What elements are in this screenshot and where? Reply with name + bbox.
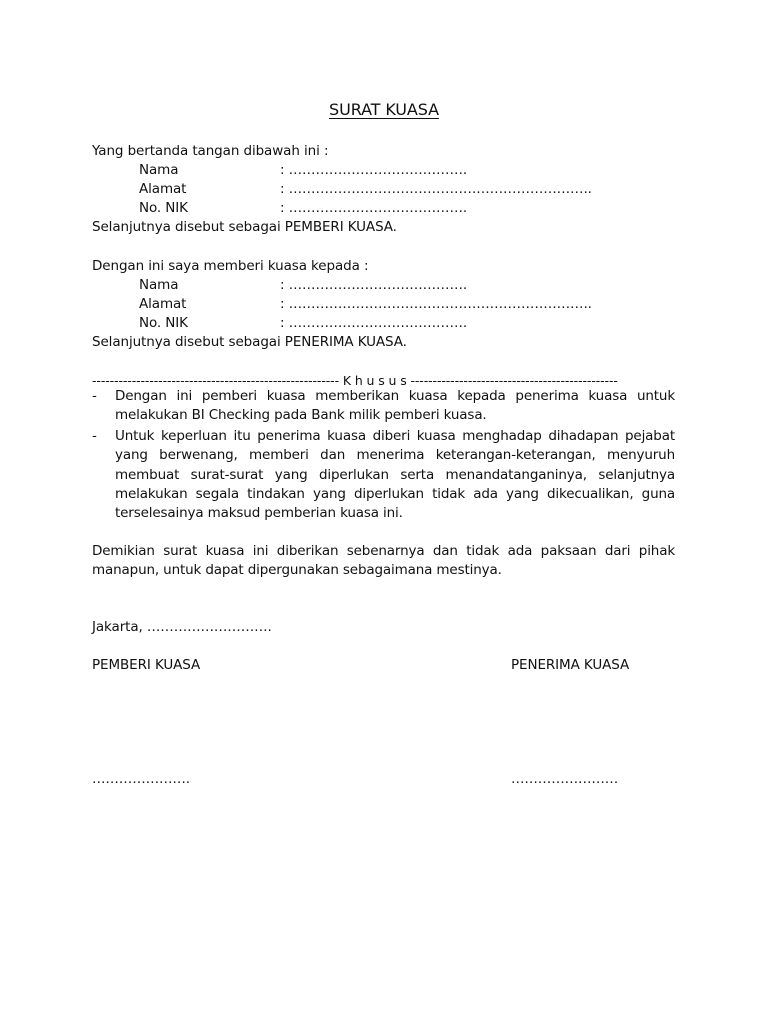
closing-paragraph: Demikian surat kuasa ini diberikan sebenarnya dan tidak ada paksaan dari pihak manapun, untuk dapat dipergunakan sebagaimana mestinya. [92, 543, 675, 579]
special-item-bullet: - [92, 388, 97, 404]
grantor-closing: Selanjutnya disebut sebagai PEMBERI KUASA. [92, 219, 397, 235]
grantor-nik-value: : …………………………………. [280, 200, 468, 216]
grantor-address-label: Alamat [139, 181, 187, 197]
document-title: SURAT KUASA [329, 100, 439, 119]
grantee-intro: Dengan ini saya memberi kuasa kepada : [92, 258, 369, 274]
grantor-name-value: : …………………………………. [280, 162, 468, 178]
grantee-name-value: : …………………………………. [280, 277, 468, 293]
grantor-nik-label: No. NIK [139, 200, 188, 216]
grantee-nik-label: No. NIK [139, 315, 188, 331]
special-item-text: Dengan ini pemberi kuasa memberikan kuasa kepada penerima kuasa untuk melakukan BI Checking pada Bank milik pemberi kuasa. [115, 388, 675, 424]
grantee-address-value: : ………………………………………………………….. [280, 296, 592, 312]
place-date: Jakarta, ………………………. [92, 619, 272, 635]
signature-title-grantee: PENERIMA KUASA [511, 657, 630, 673]
grantor-address-value: : ………………………………………………………….. [280, 181, 592, 197]
special-divider: -------------------------------------------------------- K h u s u s ----------------------------------------------- [92, 373, 618, 388]
signature-line-grantor: …………………. [92, 771, 190, 787]
grantee-nik-value: : …………………………………. [280, 315, 468, 331]
special-item-text: Untuk keperluan itu penerima kuasa diberi kuasa menghadap dihadapan pejabat yang berwenang, memberi dan menerima keterangan-keterangan, menyuruh membuat surat-surat yang diperlukan serta menandatanganinya, selanjutnya melakukan segala tindakan yang diperlukan tidak ada yang dikecualikan, guna terselesainya maksud pemberian kuasa ini. [115, 428, 675, 522]
grantee-closing: Selanjutnya disebut sebagai PENERIMA KUASA. [92, 334, 407, 350]
grantee-address-label: Alamat [139, 296, 187, 312]
special-item-bullet: - [92, 428, 97, 444]
grantor-name-label: Nama [139, 162, 179, 178]
signature-title-grantor: PEMBERI KUASA [92, 657, 201, 673]
grantor-intro: Yang bertanda tangan dibawah ini : [92, 143, 329, 159]
signature-line-grantee: …………………… [511, 771, 619, 787]
grantee-name-label: Nama [139, 277, 179, 293]
